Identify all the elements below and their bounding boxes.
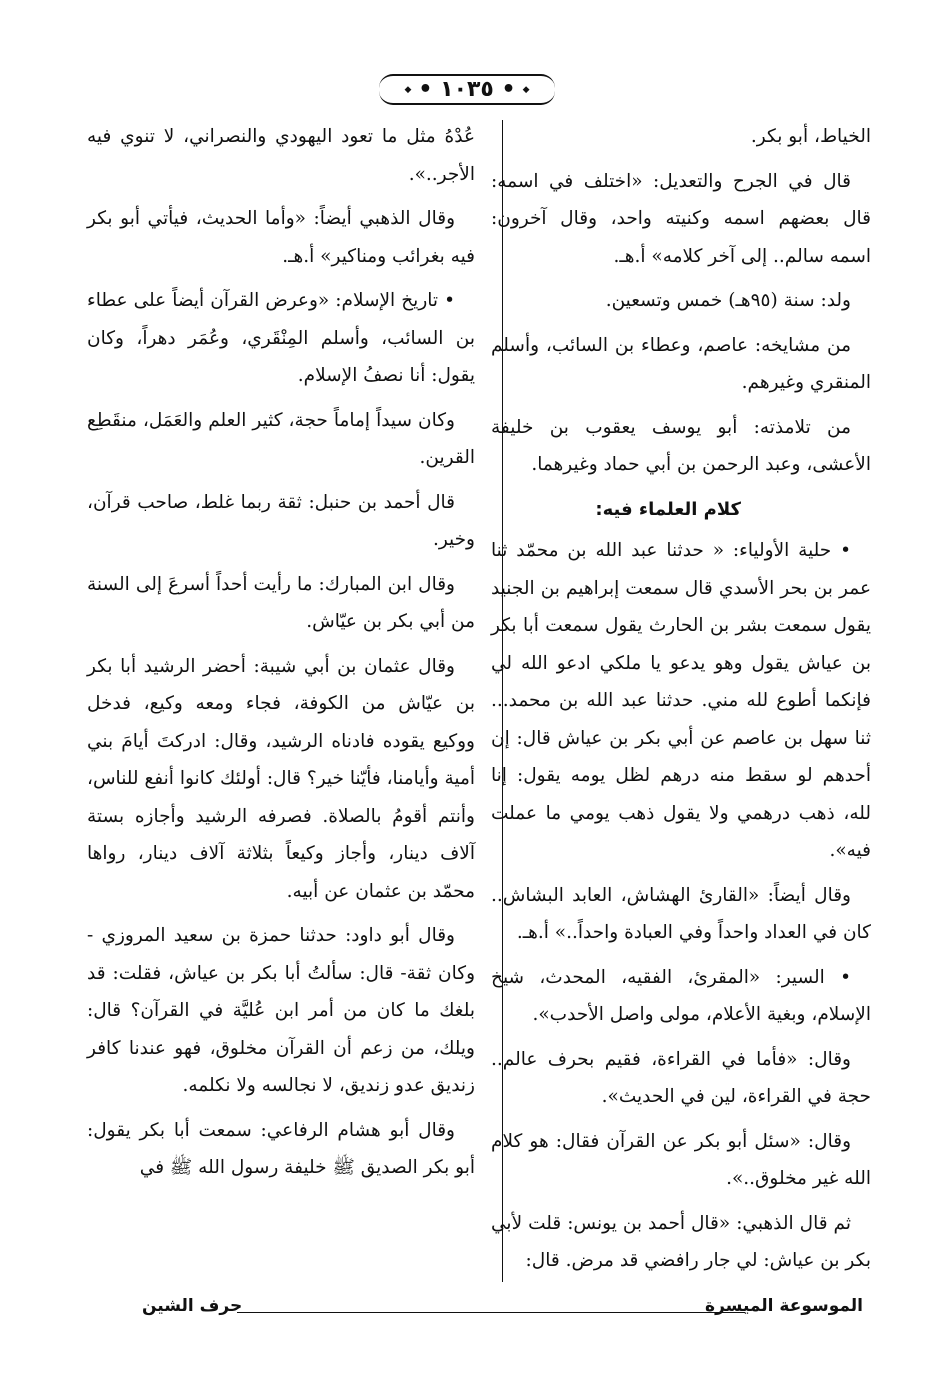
page-footer bbox=[87, 1284, 863, 1314]
paragraph: وكان سيداً إماماً حجة، كثير العلم والعَمَل، منقَطِع القرين. bbox=[87, 409, 475, 468]
paragraph: وقال أبو داود: حدثنا حمزة بن سعيد المروزي - وكان ثقة- قال: سألتُ أبا بكر بن عياش، فقلت: قد بلغك ما كان من أمر ابن عُليَّة في القرآن؟ قال: ويلك، من زعم أن القرآن مخلوق، فهو عندنا كافر زنديق عدو زنديق، لا نجالسه ولا نكلمه. bbox=[87, 925, 475, 1096]
footer-chapter-letter: حرف الشين bbox=[142, 1296, 243, 1316]
paragraph: قال أحمد بن حنبل: ثقة ربما غلط، صاحب قرآن، وخير. bbox=[87, 491, 475, 550]
footer-rule bbox=[237, 1312, 745, 1313]
paragraph: • حلية الأولياء: « حدثنا عبد الله بن محمّد ثنا عمر بن بحر الأسدي قال سمعت إبراهيم بن الجنيد يقول سمعت بشر بن الحارث يقول سمعت أبا بكر بن عياش يقول وهو يدعو يا ملكي ادعو الله لي فإنكما أطوع لله مني. حدثنا عبد الله بن محمد... ثنا سهل بن عاصم عن أبي بكر بن عياش قال: إن أحدهم لو سقط منه درهم لظل يومه يقول: إنا لله، ذهب درهمي ولا يقول ذهب يومي ما عملت فيه». bbox=[491, 540, 871, 861]
footer-book-title: الموسوعة الميسرة bbox=[705, 1296, 863, 1316]
column-divider bbox=[502, 120, 503, 1282]
paragraph: وقال أبو هشام الرفاعي: سمعت أبا بكر يقول: أبو بكر الصديق ﷺ خليفة رسول الله ﷺ في bbox=[87, 1119, 475, 1178]
paragraph: وقال عثمان بن أبي شيبة: أحضر الرشيد أبا بكر بن عيّاش من الكوفة، فجاء ومعه وكيع، فدخل ووكيع يقوده فادناه الرشيد، وقال: ادركتَ أيامَ بني أمية وأيامنا، فأيّنا خير؟ قال: أولئك كانوا أنفع للناس، وأنتم أقومُ بالصلاة. فصرفه الرشيد وأجازه بستة آلاف دينار، وأجاز وكيعاً بثلاثة آلاف دينار، رواها محمّد بن عثمان عن أبيه. bbox=[87, 655, 475, 902]
page-number: ◆ • ١٠٣٥ • ◆ bbox=[379, 74, 554, 105]
paragraph: قال في الجرح والتعديل: «اختلف في اسمه: قال بعضهم اسمه وكنيته واحد، وقال آخرون: اسمه سالم.. إلى آخر كلامه» أ.هـ. bbox=[491, 170, 871, 267]
paragraph: وقال: «سئل أبو بكر عن القرآن فقال: هو كلام الله غير مخلوق..». bbox=[491, 1130, 871, 1189]
paragraph: وقال أيضاً: «القارئ الهشاش، العابد البشاش.. كان في العداد واحداً وفي العبادة واحداً..» أ.هـ. bbox=[491, 884, 871, 943]
paragraph: وقال ابن المبارك: ما رأيت أحداً أسرعَ إلى السنة من أبي بكر بن عيّاش. bbox=[87, 573, 475, 632]
paragraph: ولد: سنة (٩٥هـ) خمس وتسعين. bbox=[605, 290, 851, 311]
page-number-container bbox=[0, 74, 934, 105]
left-column bbox=[87, 118, 475, 1194]
paragraph: وقال: «فأما في القراءة، فقيم بحرف عالم.. حجة في القراءة، لين في الحديث». bbox=[491, 1048, 871, 1107]
paragraph: من مشايخه: عاصم، وعطاء بن السائب، وأسلم المنقري وغيرهم. bbox=[491, 334, 871, 393]
paragraph: وقال الذهبي أيضاً: «وأما الحديث، فيأتي أبو بكر فيه بغرائب ومناكير» أ.هـ. bbox=[87, 208, 475, 267]
paragraph: ثم قال الذهبي: «قال أحمد بن يونس: قلت لأبي بكر بن عياش: لي جار رافضي قد مرض. قال: bbox=[491, 1212, 871, 1271]
paragraph: الخياط، أبو بكر. bbox=[750, 126, 871, 147]
paragraph: عُدْهُ مثل ما تعود اليهودي والنصراني، لا تنوي فيه الأجر..». bbox=[87, 126, 475, 185]
paragraph: من تلامذته: أبو يوسف يعقوب بن خليفة الأعشى، وعبد الرحمن بن أبي حماد وغيرهما. bbox=[491, 416, 871, 475]
right-column bbox=[491, 118, 871, 1287]
paragraph: • تاريخ الإسلام: «وعرض القرآن أيضاً على عطاء بن السائب، وأسلم المِنْقَري، وعُمَر دهراً، وكان يقول: أنا نصفُ الإسلام. bbox=[87, 290, 475, 386]
section-heading: كلام العلماء فيه: bbox=[595, 498, 741, 520]
paragraph: • السير: «المقرئ، الفقيه، المحدث، شيخ الإسلام، وبغية الأعلام، مولى واصل الأحدب». bbox=[491, 966, 871, 1025]
